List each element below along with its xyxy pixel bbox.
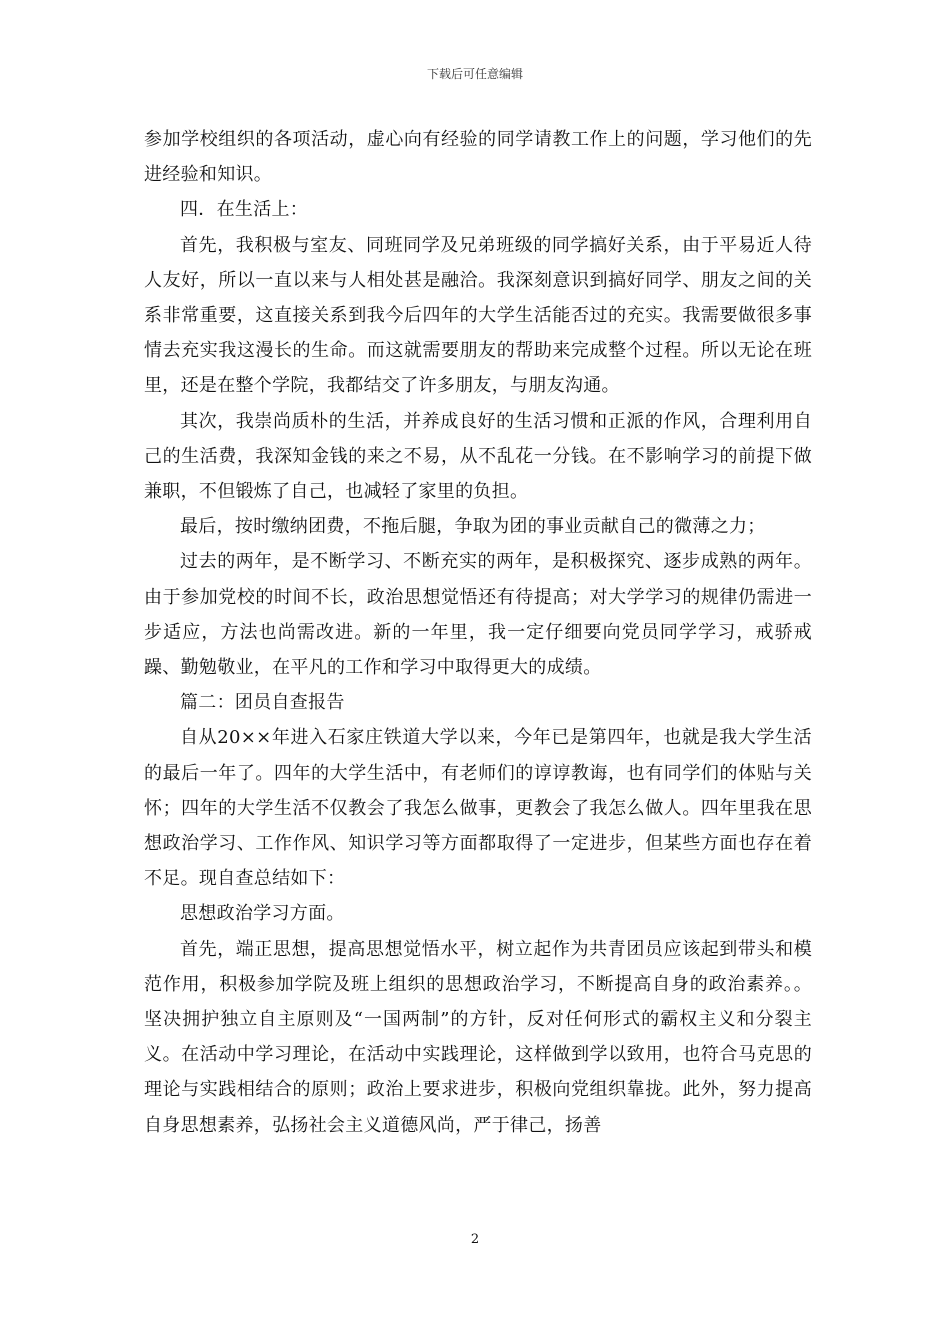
paragraph: 其次，我崇尚质朴的生活，并养成良好的生活习惯和正派的作风，合理利用自己的生活费，我深知金钱的来之不易，从不乱花一分钱。在不影响学习的前提下做兼职，不但锻炼了自己，也减轻了家里的负担。 [144, 410, 812, 503]
paragraph: 首先，我积极与室友、同班同学及兄弟班级的同学搞好关系，由于平易近人待人友好，所以一直以来与人相处甚是融洽。我深刻意识到搞好同学、朋友之间的关系非常重要，这直接关系到我今后四年的大学生活能否过的充实。我需要做很多事情去充实我这漫长的生命。而这就需要朋友的帮助来完成整个过程。所以无论在班里，还是在整个学院，我都结交了许多朋友，与朋友沟通。 [144, 234, 812, 397]
section-heading-political-study: 思想政治学习方面。 [180, 903, 345, 925]
paragraph: 首先，端正思想，提高思想觉悟水平，树立起作为共青团员应该起到带头和模范作用，积极参加学院及班上组织的思想政治学习，不断提高自身的政治素养。。坚决拥护独立自主原则及“一国两制”的方针，反对任何形式的霸权主义和分裂主义。在活动中学习理论，在活动中实践理论，这样做到学以致用，也符合马克思的理论与实践相结合的原则；政治上要求进步，积极向党组织靠拢。此外，努力提高自身思想素养，弘扬社会主义道德风尚，严于律己，扬善 [144, 938, 812, 1136]
section-heading-part-two: 篇二：团员自查报告 [180, 692, 345, 714]
paragraph: 最后，按时缴纳团费，不拖后腿，争取为团的事业贡献自己的微薄之力； [180, 516, 766, 538]
page-number: 2 [470, 1232, 480, 1247]
page-header: 下载后可任意编辑 [426, 67, 523, 81]
paragraph: 过去的两年，是不断学习、不断充实的两年，是积极探究、逐步成熟的两年。由于参加党校的时间不长，政治思想觉悟还有待提高；对大学学习的规律仍需进一步适应，方法也尚需改进。新的一年里，我一定仔细要向党员同学学习，戒骄戒躁、勤勉敬业，在平凡的工作和学习中取得更大的成绩。 [144, 551, 812, 679]
paragraph: 参加学校组织的各项活动，虚心向有经验的同学请教工作上的问题，学习他们的先进经验和知识。 [144, 129, 812, 186]
section-heading-life: 四．在生活上： [180, 199, 309, 221]
document-body [144, 122, 812, 1143]
paragraph: 自从20××年进入石家庄铁道大学以来，今年已是第四年，也就是我大学生活的最后一年了。四年的大学生活中，有老师们的谆谆教诲，也有同学们的体贴与关怀；四年的大学生活不仅教会了我怎么做事，更教会了我怎么做人。四年里我在思想政治学习、工作作风、知识学习等方面都取得了一定进步，但某些方面也存在着不足。现自查总结如下： [144, 727, 812, 890]
